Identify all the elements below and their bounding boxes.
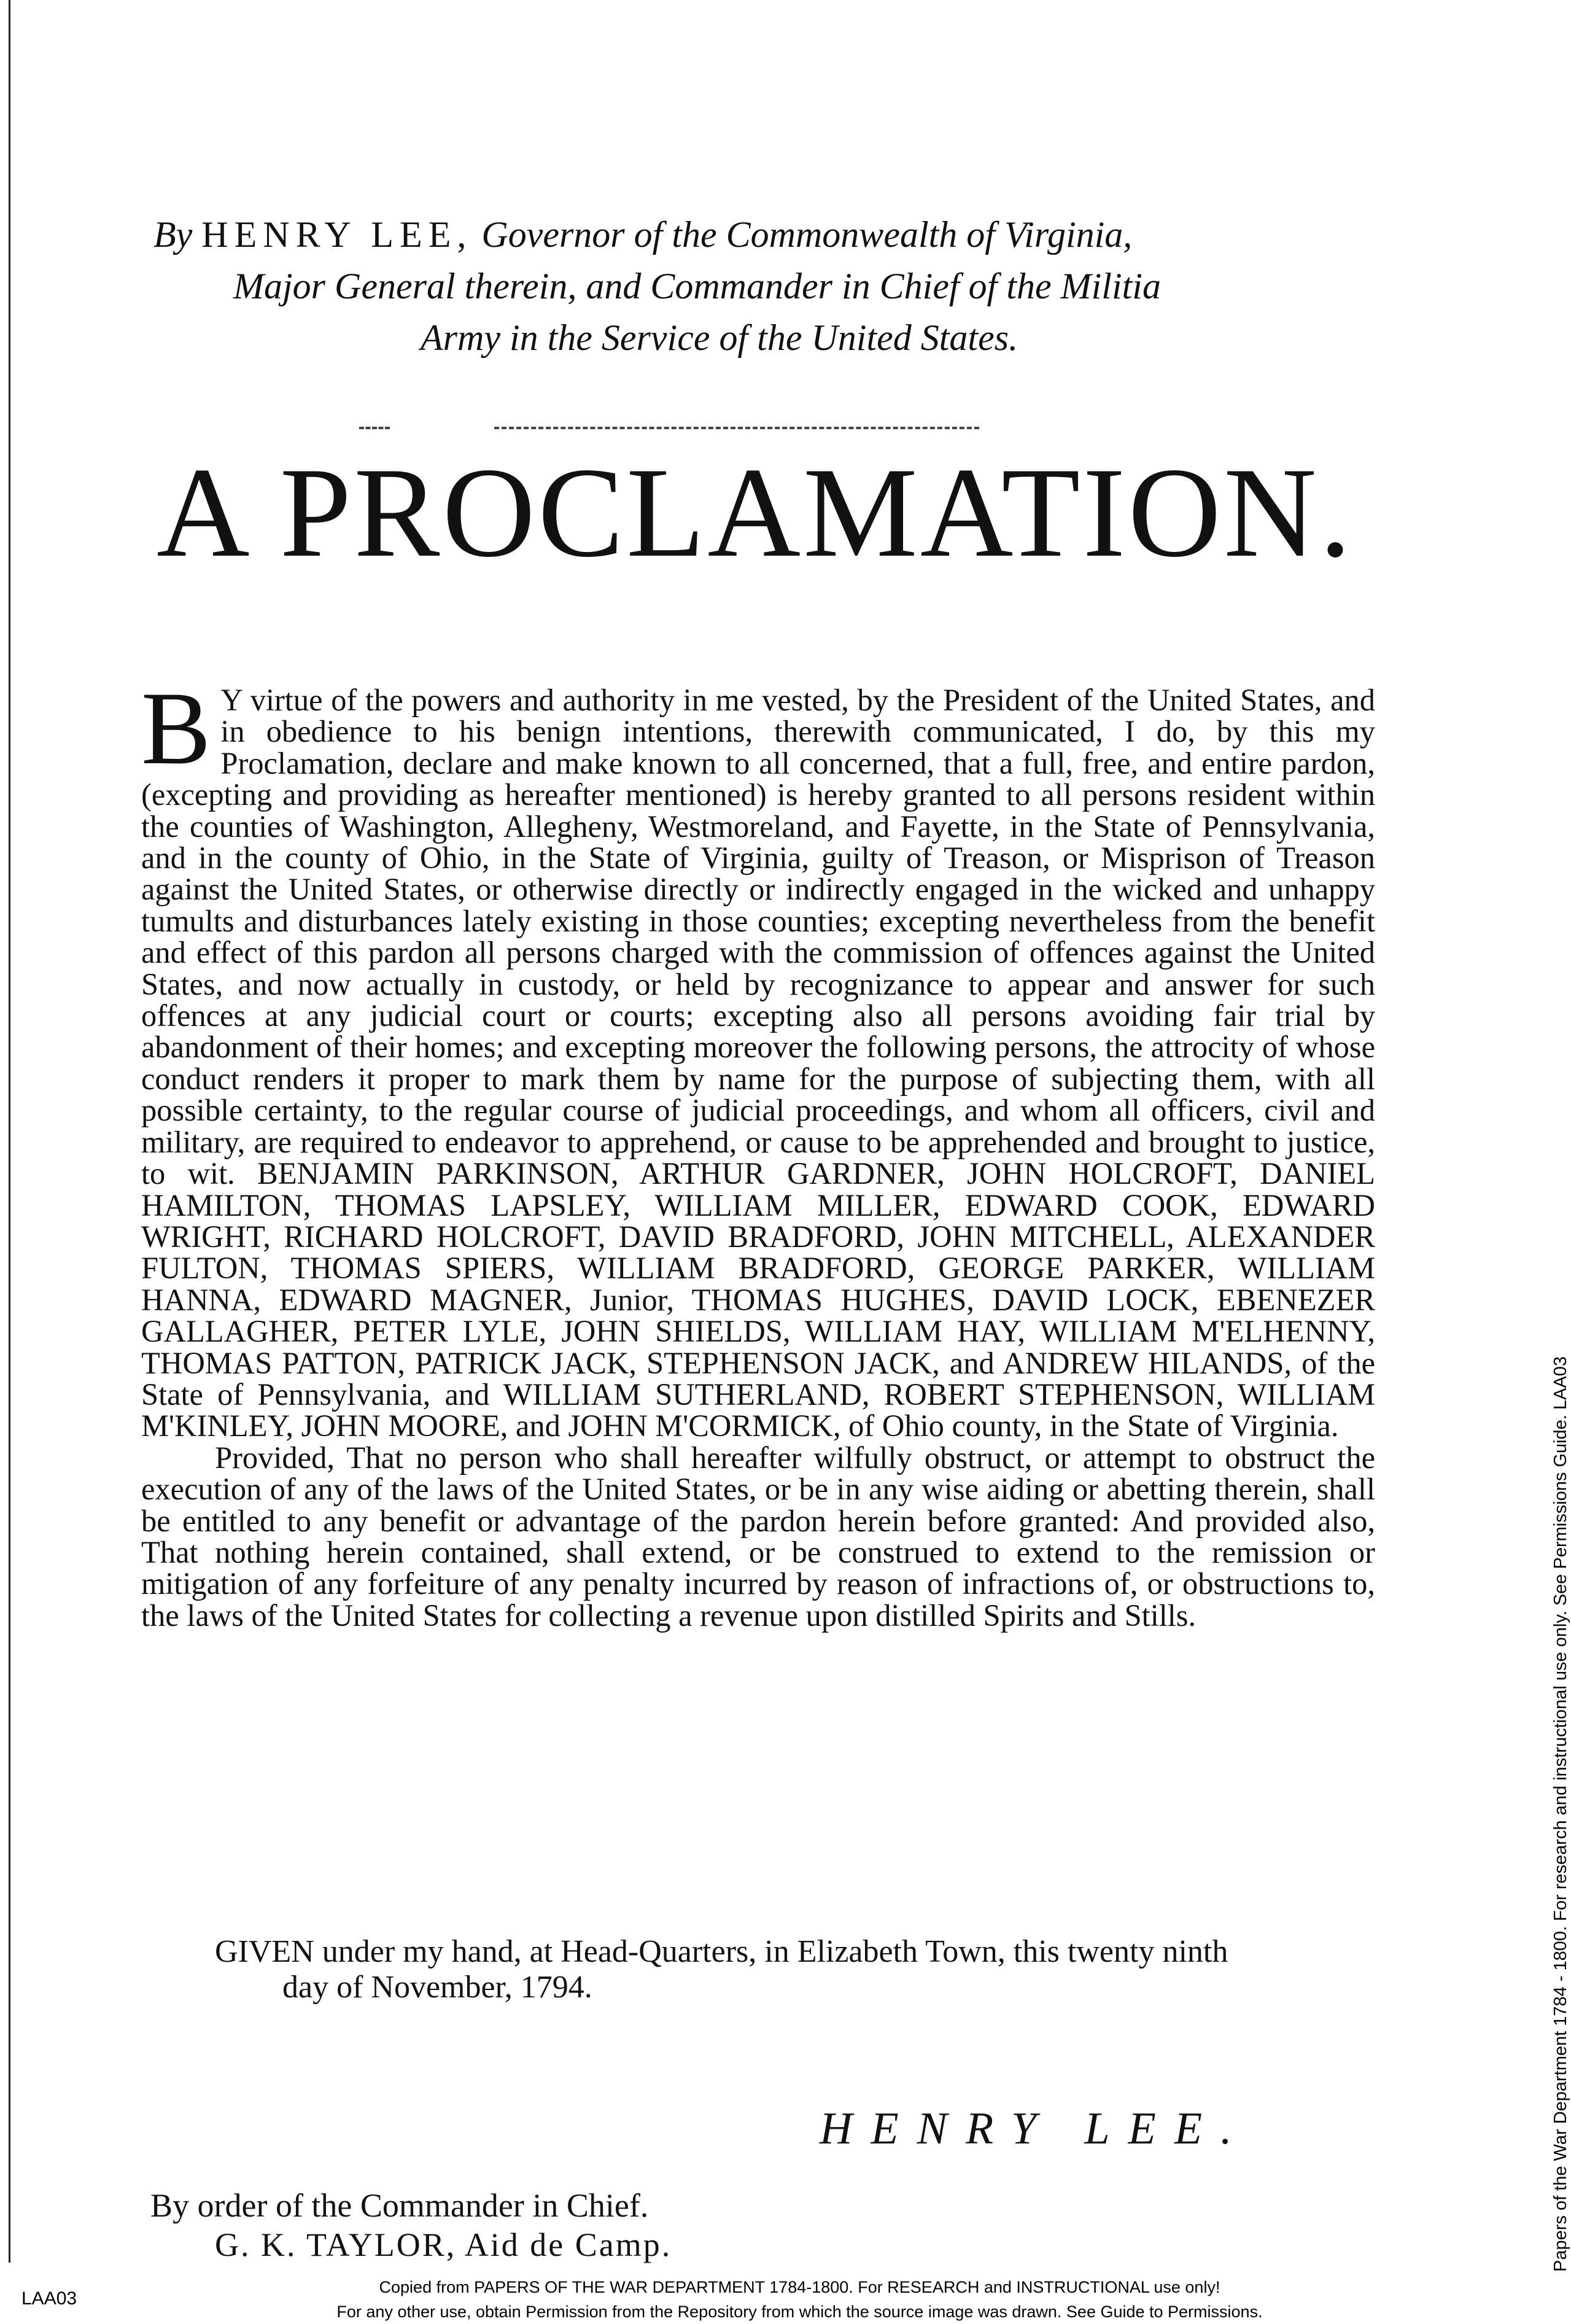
header-line-2: Major General therein, and Commander in Chief of the Militia bbox=[233, 266, 1161, 306]
given-line-2: day of November, 1794. bbox=[282, 1970, 592, 2005]
main-paragraph bbox=[141, 670, 1375, 1444]
document-code: LAA03 bbox=[21, 2288, 77, 2309]
decorative-rule bbox=[494, 427, 979, 432]
proclamation-header bbox=[141, 209, 1406, 363]
governor-title: Governor of the Commonwealth of Virginia, bbox=[481, 214, 1133, 255]
page-border bbox=[9, 0, 10, 2263]
order-line-1: By order of the Commander in Chief. bbox=[150, 2187, 649, 2224]
given-line-1: GIVEN under my hand, at Head-Quarters, in Elizabeth Town, this twenty ninth bbox=[215, 1934, 1228, 1969]
signature: HENRY LEE. bbox=[820, 2104, 1251, 2154]
proclamation-body bbox=[141, 670, 1375, 1633]
header-by: By bbox=[153, 214, 193, 255]
governor-name: HENRY LEE, bbox=[201, 214, 473, 255]
decorative-rule bbox=[359, 427, 390, 432]
notice-line-2: For any other use, obtain Permission from the Repository from which the source image was drawn. See Guide to Permissions. bbox=[336, 2303, 1263, 2321]
order-line-2: G. K. TAYLOR, Aid de Camp. bbox=[215, 2226, 672, 2263]
drop-cap: B bbox=[141, 670, 211, 786]
header-line-1 bbox=[141, 209, 1406, 260]
proviso-paragraph: Provided, That no person who shall hereafter wilfully obstruct, or attempt to obstruct the execution of any of the laws of the United States, or be in any wise aiding or abetting therein, shall be entitled to any benefit or advantage of the pardon herein before granted: And provided also, That nothing herein contained, shall extend, or be construed to extend to the remission or mitigation of any forfeiture of any penalty incurred by reason of infractions of, or obstructions to, the laws of the United States for collecting a revenue upon distilled Spirits and Stills. bbox=[141, 1440, 1375, 1633]
side-permission-note: Papers of the War Department 1784 - 1800. For research and instructional use only. See Permissions Guide. LAA03 bbox=[1551, 1356, 1570, 2272]
given-clause bbox=[215, 1934, 1381, 2005]
main-paragraph-text: Y virtue of the powers and authority in me vested, by the President of the United States, and in obedience to his benign intentions, therewith communicated, I do, by this my Proclamation, declare and make known to all concerned, that a full, free, and entire pardon, (excepting and providing as hereafter mentioned) is hereby granted to all persons resident within the counties of Washington, Allegheny, Westmoreland, and Fayette, in the State of Pennsylvania, and in the county of Ohio, in the State of Virginia, guilty of Treason, or Misprison of Treason against the United States, or otherwise directly or indirectly engaged in the wicked and unhappy tumults and disturbances lately existing in those counties; excepting nevertheless from the benefit and effect of this pardon all persons charged with the commission of offences against the United States, and now actually in custody, or held by recognizance to appear and answer for such offences at any judicial court or courts; excepting also all persons avoiding fair trial by abandonment of their homes; and excepting moreover the following persons, the attrocity of whose conduct renders it proper to mark them by name for the purpose of subjecting them, with all possible certainty, to the regular course of judicial proceedings, and whom all officers, civil and military, are required to endeavor to apprehend, or cause to be apprehended and brought to justice, to wit. BENJAMIN PARKINSON, ARTHUR GARDNER, JOHN HOLCROFT, DANIEL HAMILTON, THOMAS LAPSLEY, WILLIAM MILLER, EDWARD COOK, EDWARD WRIGHT, RICHARD HOLCROFT, DAVID BRADFORD, JOHN MITCHELL, ALEXANDER FULTON, THOMAS SPIERS, WILLIAM BRADFORD, GEORGE PARKER, WILLIAM HANNA, EDWARD MAGNER, Junior, THOMAS HUGHES, DAVID LOCK, EBENEZER GALLAGHER, PETER LYLE, JOHN SHIELDS, WILLIAM HAY, WILLIAM M'ELHENNY, THOMAS PATTON, PATRICK JACK, STEPHENSON JACK, and ANDREW HILANDS, of the State of Pennsylvania, and WILLIAM SUTHERLAND, ROBERT STEPHENSON, WILLIAM M'KINLEY, JOHN MOORE, and JOHN M'CORMICK, of Ohio county, in the State of Virginia. bbox=[141, 683, 1375, 1444]
order-block bbox=[150, 2186, 672, 2264]
notice-line-1: Copied from PAPERS OF THE WAR DEPARTMENT 1784-1800. For RESEARCH and INSTRUCTIONAL use only! bbox=[379, 2278, 1220, 2296]
header-line-3: Army in the Service of the United States. bbox=[421, 317, 1018, 358]
page-title: A PROCLAMATION. bbox=[157, 441, 1354, 584]
copyright-notice bbox=[209, 2275, 1391, 2324]
